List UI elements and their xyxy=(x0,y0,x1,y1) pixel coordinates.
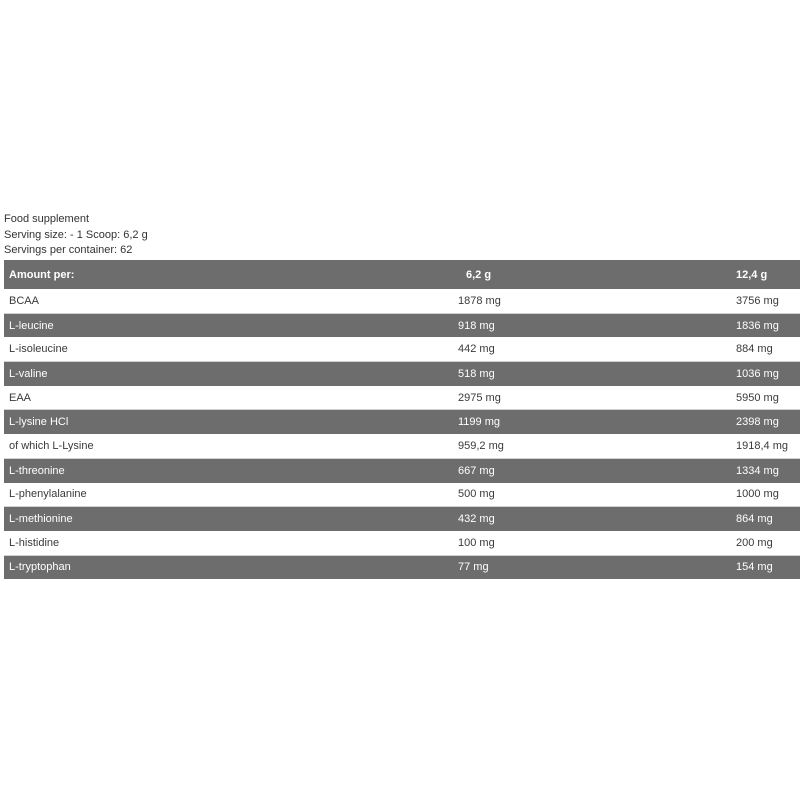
nutrition-facts-table xyxy=(4,260,800,579)
amount-serving-1: 442 mg xyxy=(458,337,736,361)
ingredient-name: L-valine xyxy=(9,367,48,380)
table-row xyxy=(4,507,800,531)
amount-serving-1: 2975 mg xyxy=(458,386,736,410)
header-serving-1: 6,2 g xyxy=(466,268,492,281)
amount-serving-1: 432 mg xyxy=(458,513,495,526)
table-row xyxy=(4,434,800,458)
table-row xyxy=(4,531,800,555)
amount-serving-2: 1000 mg xyxy=(736,483,800,507)
amount-serving-2: 200 mg xyxy=(736,531,800,555)
table-row xyxy=(4,483,800,507)
ingredient-name: L-methionine xyxy=(9,513,73,526)
amount-serving-1: 959,2 mg xyxy=(458,434,736,458)
amount-serving-2: 884 mg xyxy=(736,337,800,361)
amount-serving-2: 1036 mg xyxy=(736,367,779,380)
ingredient-name: L-leucine xyxy=(9,319,54,332)
ingredient-name: L-threonine xyxy=(9,464,65,477)
amount-serving-1: 100 mg xyxy=(458,531,736,555)
amount-serving-2: 154 mg xyxy=(736,561,773,574)
ingredient-name: BCAA xyxy=(4,289,458,313)
table-header-row xyxy=(4,260,800,289)
ingredient-name: L-lysine HCl xyxy=(9,416,69,429)
amount-serving-1: 500 mg xyxy=(458,483,736,507)
amount-serving-2: 2398 mg xyxy=(736,416,779,429)
amount-serving-1: 518 mg xyxy=(458,367,495,380)
table-row xyxy=(4,410,800,434)
header-serving-2: 12,4 g xyxy=(736,268,768,281)
amount-serving-1: 1878 mg xyxy=(458,289,736,313)
amount-serving-2: 3756 mg xyxy=(736,289,800,313)
amount-serving-1: 1199 mg xyxy=(458,416,500,429)
ingredient-name: L-tryptophan xyxy=(9,561,71,574)
supplement-info xyxy=(4,212,148,259)
ingredient-name: EAA xyxy=(4,386,458,410)
ingredient-name: L-histidine xyxy=(4,531,458,555)
serving-size: Serving size: - 1 Scoop: 6,2 g xyxy=(4,228,148,241)
amount-serving-2: 1836 mg xyxy=(736,319,779,332)
header-amount-per: Amount per: xyxy=(9,268,75,281)
ingredient-name: L-phenylalanine xyxy=(4,483,458,507)
ingredient-name: L-isoleucine xyxy=(4,337,458,361)
table-row xyxy=(4,555,800,579)
amount-serving-1: 77 mg xyxy=(458,561,489,574)
table-row xyxy=(4,386,800,410)
amount-serving-2: 5950 mg xyxy=(736,386,800,410)
table-row xyxy=(4,337,800,361)
product-type: Food supplement xyxy=(4,213,89,225)
amount-serving-2: 1334 mg xyxy=(736,464,779,477)
amount-serving-1: 918 mg xyxy=(458,319,495,332)
amount-serving-1: 667 mg xyxy=(458,464,495,477)
table-row xyxy=(4,313,800,337)
table-row xyxy=(4,458,800,482)
table-body xyxy=(4,289,800,579)
table-row xyxy=(4,362,800,386)
amount-serving-2: 864 mg xyxy=(736,513,773,526)
amount-serving-2: 1918,4 mg xyxy=(736,434,800,458)
table-row xyxy=(4,289,800,313)
ingredient-name: of which L-Lysine xyxy=(4,434,458,458)
servings-per-container: Servings per container: 62 xyxy=(4,244,133,256)
